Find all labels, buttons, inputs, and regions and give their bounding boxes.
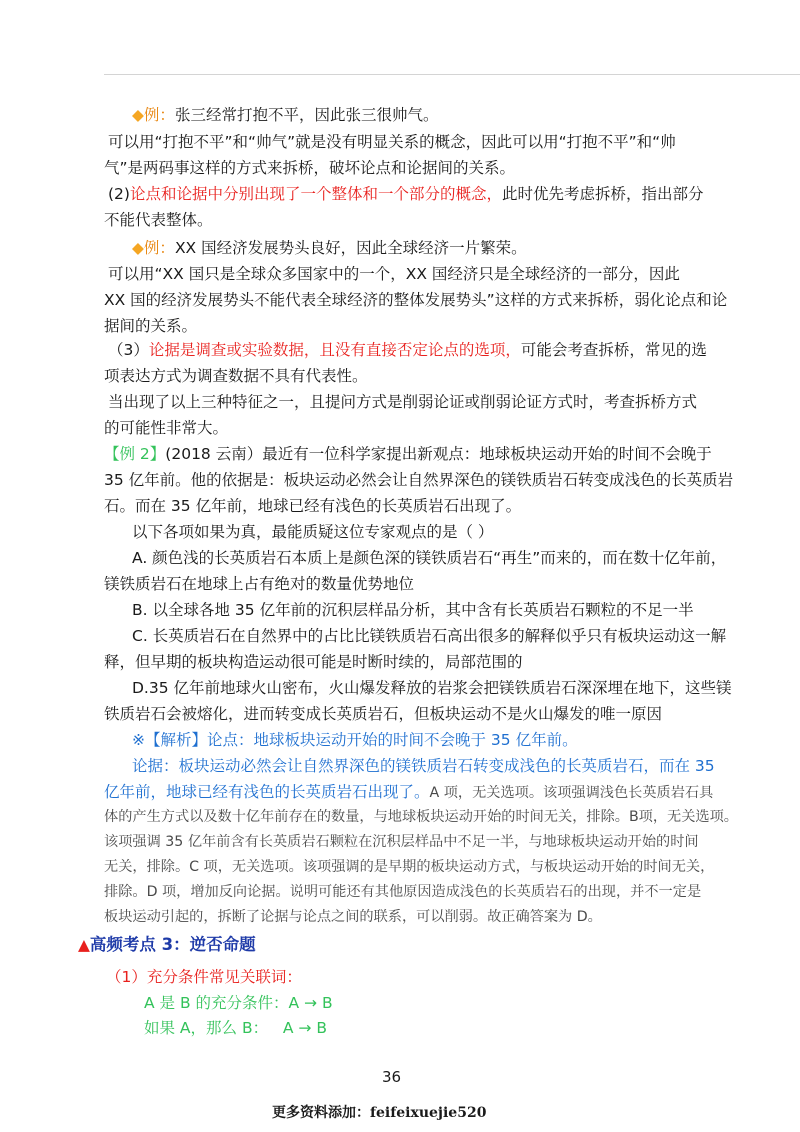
analysis-line: 该项强调 35 亿年前含有长英质岩石颗粒在沉积层样品中不足一半，与地球板块运动开始的时间 — [104, 834, 699, 850]
point-number: （3） — [108, 341, 149, 359]
option-c-cont: 释，但早期的板块构造运动很可能是时断时续的，局部范围的 — [104, 653, 523, 671]
option-b: B. 以全球各地 35 亿年前的沉积层样品分析，其中含有长英质岩石颗粒的不足一半 — [132, 601, 694, 619]
analysis-label: ※【解析】 — [132, 731, 207, 749]
analysis-explain: A 项，无关选项。该项强调浅色长英质岩石具 — [429, 785, 714, 801]
example-text: 张三经常打抱不平，因此张三很帅气。 — [174, 106, 439, 124]
example-line — [132, 104, 438, 126]
option-a-cont: 镁铁质岩石在地球上占有绝对的数量优势地位 — [104, 575, 415, 593]
option-c: C. 长英质岩石在自然界中的占比比镁铁质岩石高出很多的解释似乎只有板块运动这一解 — [132, 627, 727, 645]
formula-line: A 是 B 的充分条件：A → B — [144, 994, 333, 1012]
diamond-icon: ◆ — [132, 239, 144, 257]
example-2-label: 【例 2】 — [104, 445, 166, 463]
example-line — [132, 237, 527, 259]
analysis-argument-cont: 亿年前，地球已经有浅色的长英质岩石出现了。 — [104, 783, 430, 801]
triangle-icon: ▲ — [78, 936, 90, 954]
analysis-point — [132, 729, 578, 751]
text-line: 35 亿年前。他的依据是：板块运动必然会让自然界深色的镁铁质岩石转变成浅色的长英质岩 — [104, 471, 734, 489]
text-line: XX 国的经济发展势头不能代表全球经济的整体发展势头”这样的方式来拆桥，弱化论点和论 — [104, 291, 728, 309]
analysis-line: 体的产生方式以及数十亿年前存在的数量，与地球板块运动开始的时间无关，排除。B项，无关选项。 — [104, 809, 738, 825]
text-line: 气”是两码事这样的方式来拆桥，破坏论点和论据间的关系。 — [104, 159, 516, 177]
question-text: (2018 云南）最近有一位科学家提出新观点：地球板块运动开始的时间不会晚于 — [165, 445, 712, 463]
analysis-point-text: 论点：地球板块运动开始的时间不会晚于 35 亿年前。 — [207, 731, 578, 749]
analysis-line: 无关，排除。C 项，无关选项。该项强调的是早期的板块运动方式，与板块运动开始的时间无关， — [104, 859, 715, 875]
point-highlight: 论据是调查或实验数据，且没有直接否定论点的选项， — [148, 341, 521, 359]
text-line: 可以用“XX 国只是全球众多国家中的一个，XX 国经济只是全球经济的一部分，因此 — [108, 265, 680, 283]
text-line: 可以用“打抱不平”和“帅气”就是没有明显关系的概念，因此可以用“打抱不平”和“帅 — [108, 133, 676, 151]
diamond-icon: ◆ — [132, 106, 144, 124]
header-rule — [104, 74, 800, 75]
point-text: 此时优先考虑拆桥，指出部分 — [501, 185, 704, 203]
option-a: A. 颜色浅的长英质岩石本质上是颜色深的镁铁质岩石“再生”而来的，而在数十亿年前， — [132, 549, 727, 567]
text-line: 据间的关系。 — [104, 317, 198, 335]
text-line: 当出现了以上三种特征之一，且提问方式是削弱论证或削弱论证方式时，考查拆桥方式 — [108, 393, 698, 411]
question-prompt: 以下各项如果为真，最能质疑这位专家观点的是（ ） — [132, 523, 494, 541]
footer-text: 更多资料添加：feifeixuejie520 — [272, 1105, 487, 1121]
text-line: 项表达方式为调查数据不具有代表性。 — [104, 367, 368, 385]
text-line: 的可能性非常大。 — [104, 419, 229, 437]
formula-line: 如果 A，那么 B： A → B — [144, 1019, 327, 1037]
analysis-argument: 论据：板块运动必然会让自然界深色的镁铁质岩石转变成浅色的长英质岩石，而在 35 — [132, 757, 715, 775]
subheading: （1）充分条件常见关联词： — [106, 968, 302, 986]
point-highlight: 论点和论据中分别出现了一个整体和一个部分的概念， — [129, 185, 502, 203]
point-line — [108, 183, 704, 205]
point-number: (2) — [108, 185, 130, 203]
analysis-line — [104, 781, 713, 804]
text-line: 不能代表整体。 — [104, 211, 213, 229]
option-d-cont: 铁质岩石会被熔化，进而转变成长英质岩石，但板块运动不是火山爆发的唯一原因 — [104, 705, 663, 723]
point-text: 可能会考查拆桥，常见的选 — [520, 341, 707, 359]
text-line: 石。而在 35 亿年前，地球已经有浅色的长英质岩石出现了。 — [104, 497, 522, 515]
analysis-line: 排除。D 项，增加反向论据。说明可能还有其他原因造成浅色的长英质岩石的出现，并不一定是 — [104, 884, 702, 900]
example-label: 例： — [143, 106, 175, 124]
example-text: XX 国经济发展势头良好，因此全球经济一片繁荣。 — [174, 239, 527, 257]
example-label: 例： — [143, 239, 175, 257]
analysis-line: 板块运动引起的，拆断了论据与论点之间的联系，可以削弱。故正确答案为 D。 — [104, 909, 602, 925]
page-number: 36 — [382, 1068, 402, 1086]
option-d: D.35 亿年前地球火山密布，火山爆发释放的岩浆会把镁铁质岩石深深埋在地下，这些镁 — [132, 679, 732, 697]
question-stem — [104, 443, 712, 465]
section-title: 高频考点 3：逆否命题 — [89, 935, 256, 954]
point-line — [108, 339, 707, 361]
section-heading — [78, 934, 256, 956]
